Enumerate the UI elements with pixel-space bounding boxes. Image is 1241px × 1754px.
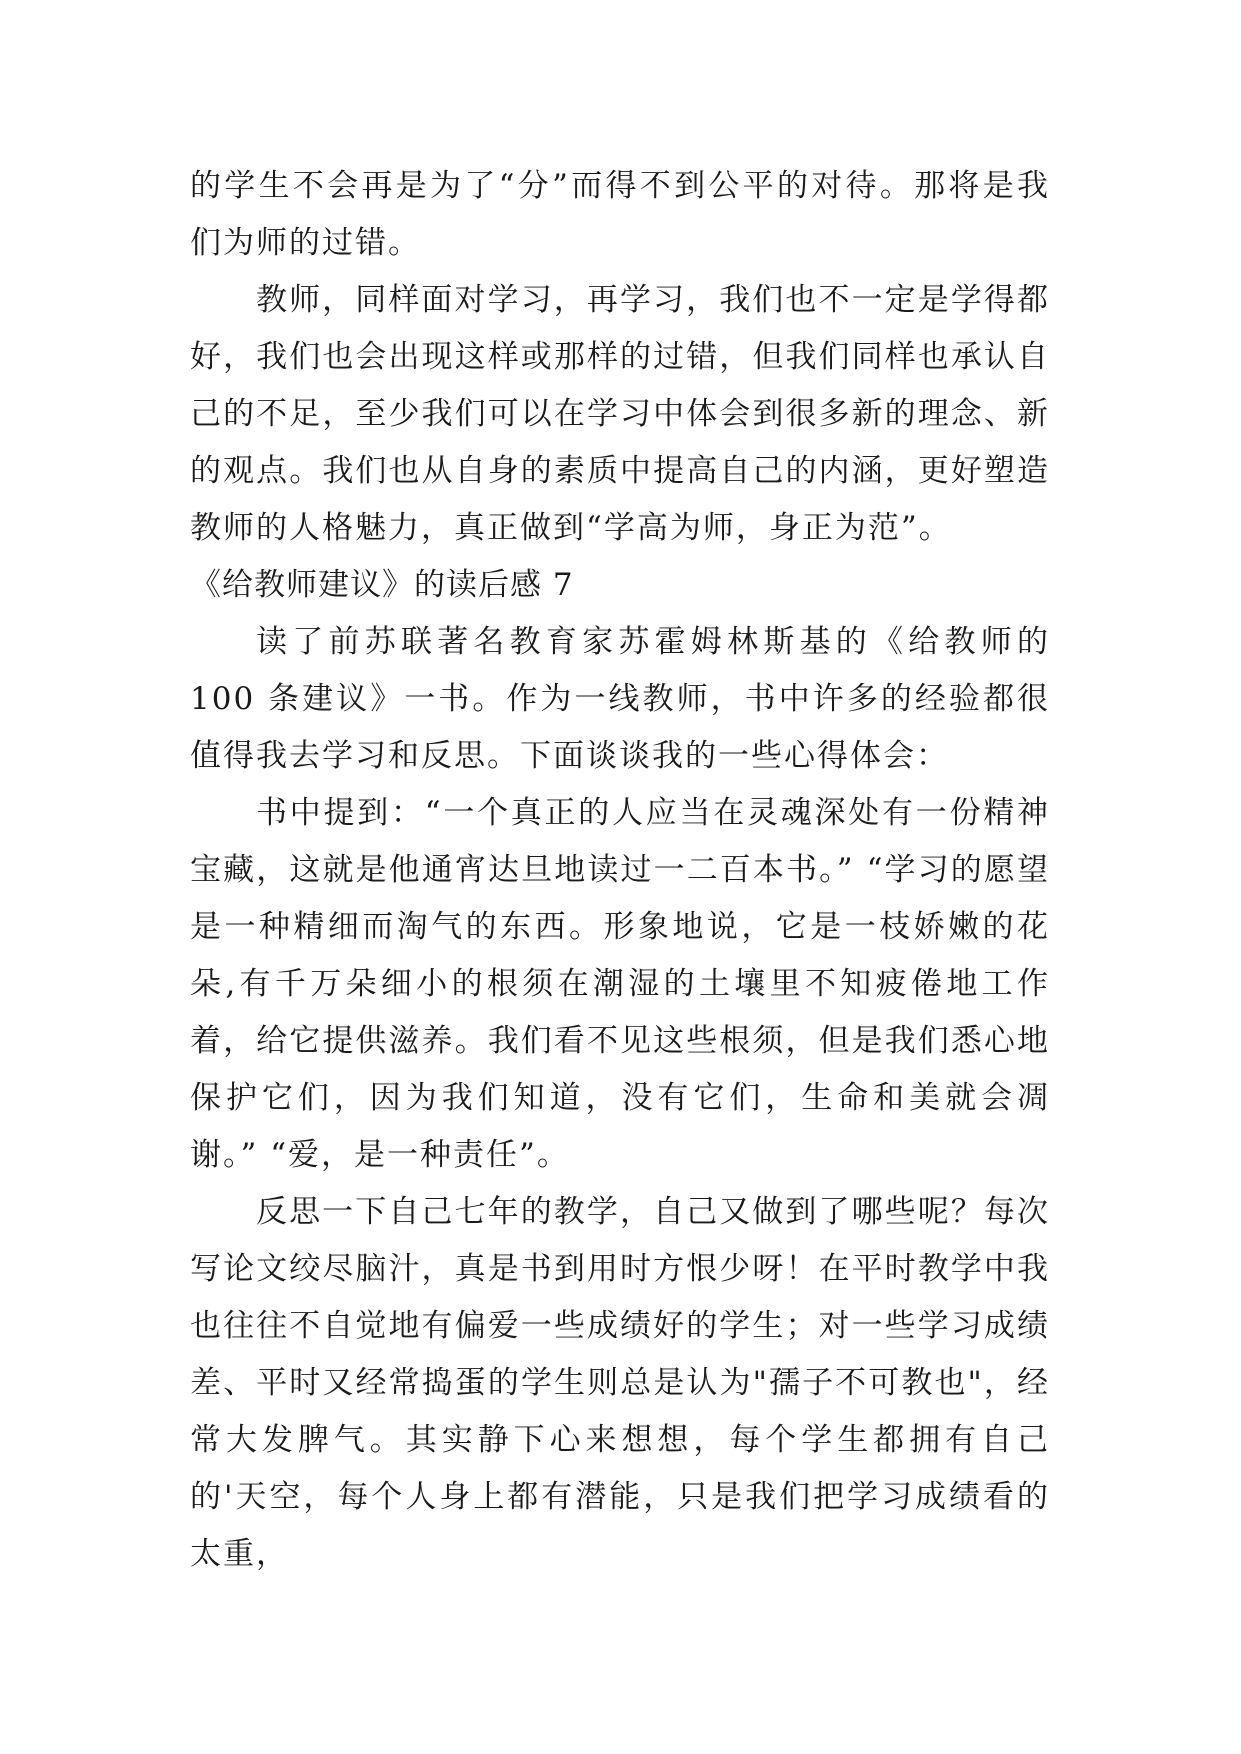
document-body <box>190 158 1050 1583</box>
section-heading: 《给教师建议》的读后感 7 <box>190 567 574 603</box>
paragraph-book-quotes: 书中提到：“一个真正的人应当在灵魂深处有一份精神宝藏，这就是他通宵达旦地读过一二百本书。” “学习的愿望是一种精细而淘气的东西。形象地说，它是一枝娇嫩的花朵,有千万朵细小的根须在潮湿的土壤里不知疲倦地工作着，给它提供滋养。我们看不见这些根须，但是我们悉心地保护它们，因为我们知道，没有它们，生命和美就会凋谢。” “爱，是一种责任”。 <box>190 795 1050 1173</box>
paragraph-reflection: 反思一下自己七年的教学，自己又做到了哪些呢？每次写论文绞尽脑汁，真是书到用时方恨少呀！在平时教学中我也往往不自觉地有偏爱一些成绩好的学生；对一些学习成绩差、平时又经常捣蛋的学生则总是认为"孺子不可教也"，经常大发脾气。其实静下心来想想，每个学生都拥有自己的'天空，每个人身上都有潜能，只是我们把学习成绩看的太重， <box>190 1194 1050 1572</box>
paragraph-continuation: 的学生不会再是为了“分”而得不到公平的对待。那将是我们为师的过错。 <box>190 168 1050 261</box>
paragraph-book-intro: 读了前苏联著名教育家苏霍姆林斯基的《给教师的 100 条建议》一书。作为一线教师，书中许多的经验都很值得我去学习和反思。下面谈谈我的一些心得体会： <box>190 624 1050 774</box>
paragraph-teacher-learning: 教师，同样面对学习，再学习，我们也不一定是学得都好，我们也会出现这样或那样的过错，但我们同样也承认自己的不足，至少我们可以在学习中体会到很多新的理念、新的观点。我们也从自身的素质中提高自己的内涵，更好塑造教师的人格魅力，真正做到“学高为师，身正为范”。 <box>190 282 1050 546</box>
